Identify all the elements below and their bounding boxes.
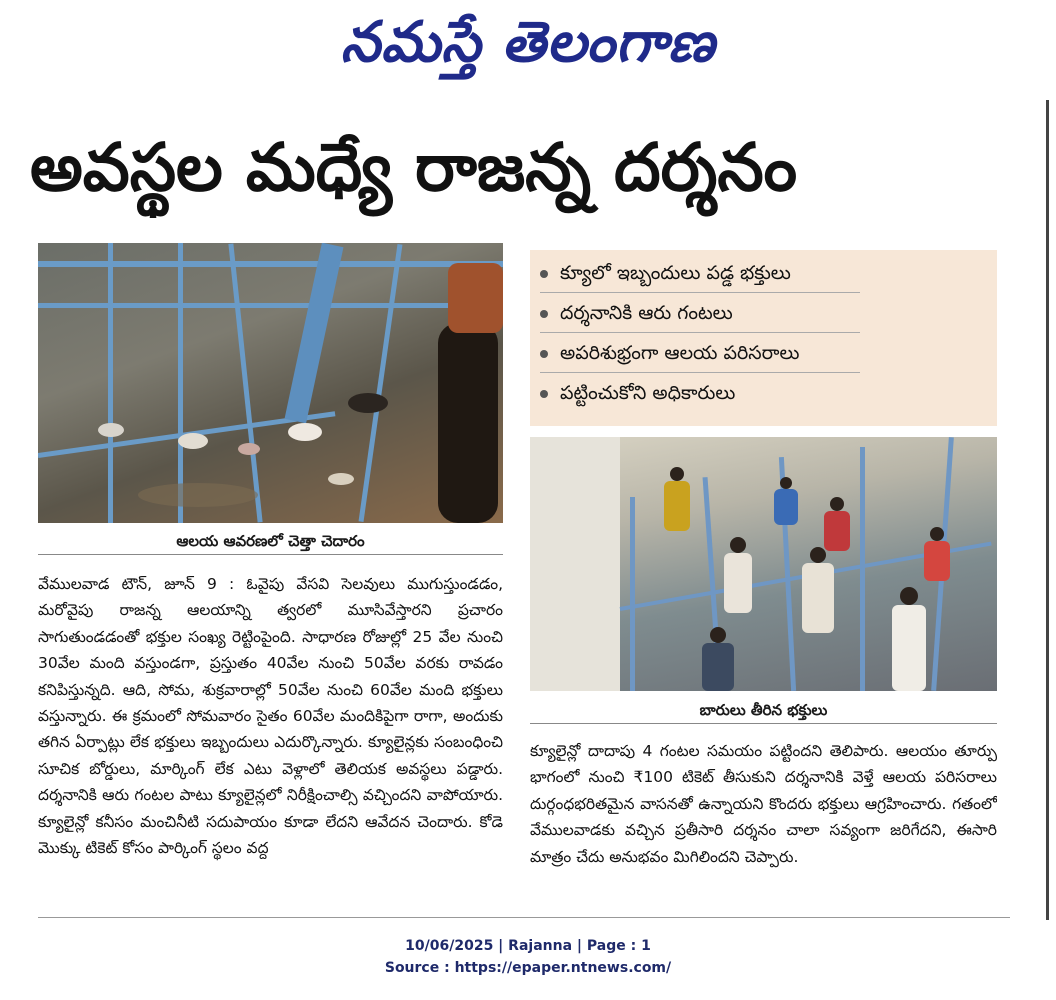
highlight-item: దర్శనానికి ఆరు గంటలు: [540, 294, 860, 333]
photo-garbage-premises: [38, 243, 503, 523]
photo1-caption: ఆలయ ఆవరణలో చెత్తా చెదారం: [38, 528, 503, 555]
article-body-column-1: వేములవాడ టౌన్, జూన్ 9 : ఓవైపు వేసవి సెలవులు ముగుస్తుండడం, మరోవైపు రాజన్న ఆలయాన్ని త్వరలో మూసివేస్తారని ప్రచారం సాగుతుండడంతో భక్తుల సంఖ్య రెట్టింపైంది. సాధారణ రోజుల్లో 25 వేల నుంచి 30వేల మంది వస్తుండగా, ప్రస్తుతం 40వేల నుంచి 50వేల వరకు రావడం కనిపిస్తున్నది. ఆది, సోమ, శుక్రవారాల్లో 50వేల నుంచి 60వేల మంది భక్తులు వస్తున్నారు. ఈ క్రమంలో సోమవారం సైతం 60వేల మందికిపైగా రాగా, అందుకు తగిన ఏర్పాట్లు లేక భక్తులు ఇబ్బందులు ఎదుర్కొన్నారు. క్యూలైన్లకు సంబంధించి సూచిక బోర్డులు, మార్కింగ్ లేక ఎటు వెళ్లాలో తెలియక అవస్థలు పడ్డారు. దర్శనానికి ఆరు గంటల పాటు క్యూలైన్లలో నిరీక్షించాల్సి వచ్చిందని వాపోయారు. క్యూలైన్లో కనీసం మంచినీటి సదుపాయం కూడా లేదని ఆవేదన చెందారు. కోడె మొక్కు టికెట్ కోసం పార్కింగ్ స్థలం వద్ద: [38, 575, 503, 858]
highlights-box: [530, 250, 997, 426]
photo-devotees-queue: [530, 437, 997, 691]
masthead-logo: నమస్తే తెలంగాణ: [340, 9, 716, 75]
photo2-caption: బారులు తీరిన భక్తులు: [530, 697, 997, 724]
bullet-icon: [540, 270, 548, 278]
bullet-icon: [540, 310, 548, 318]
bullet-icon: [540, 390, 548, 398]
column-divider: [1046, 100, 1049, 920]
article-headline: అవస్థల మధ్యే రాజన్న దర్శనం: [30, 129, 798, 206]
footer-divider: [38, 917, 1010, 918]
highlight-item: అపరిశుభ్రంగా ఆలయ పరిసరాలు: [540, 334, 860, 373]
bullet-icon: [540, 350, 548, 358]
highlight-item: పట్టించుకోని అధికారులు: [540, 374, 860, 412]
footer-edition-info: 10/06/2025 | Rajanna | Page : 1: [405, 938, 651, 954]
highlight-item: క్యూలో ఇబ్బందులు పడ్డ భక్తులు: [540, 254, 860, 293]
footer-source: Source : https://epaper.ntnews.com/: [384, 960, 672, 976]
article-body-column-2: క్యూలైన్లో దాదాపు 4 గంటల సమయం పట్టిందని తెలిపారు. ఆలయం తూర్పు భాగంలో నుంచి ₹100 టికెట్ తీసుకుని దర్శనానికి వెళ్తే ఆలయ పరిసరాలు దుర్గంధభరితమైన వాసనతో ఉన్నాయని కొందరు భక్తులు ఆగ్రహించారు. గతంలో వేములవాడకు వచ్చిన ప్రతీసారి దర్శనం చాలా సవ్యంగా జరిగేదని, ఈసారి మాత్రం చేదు అనుభవం మిగిలిందని చెప్పారు.: [530, 742, 997, 866]
